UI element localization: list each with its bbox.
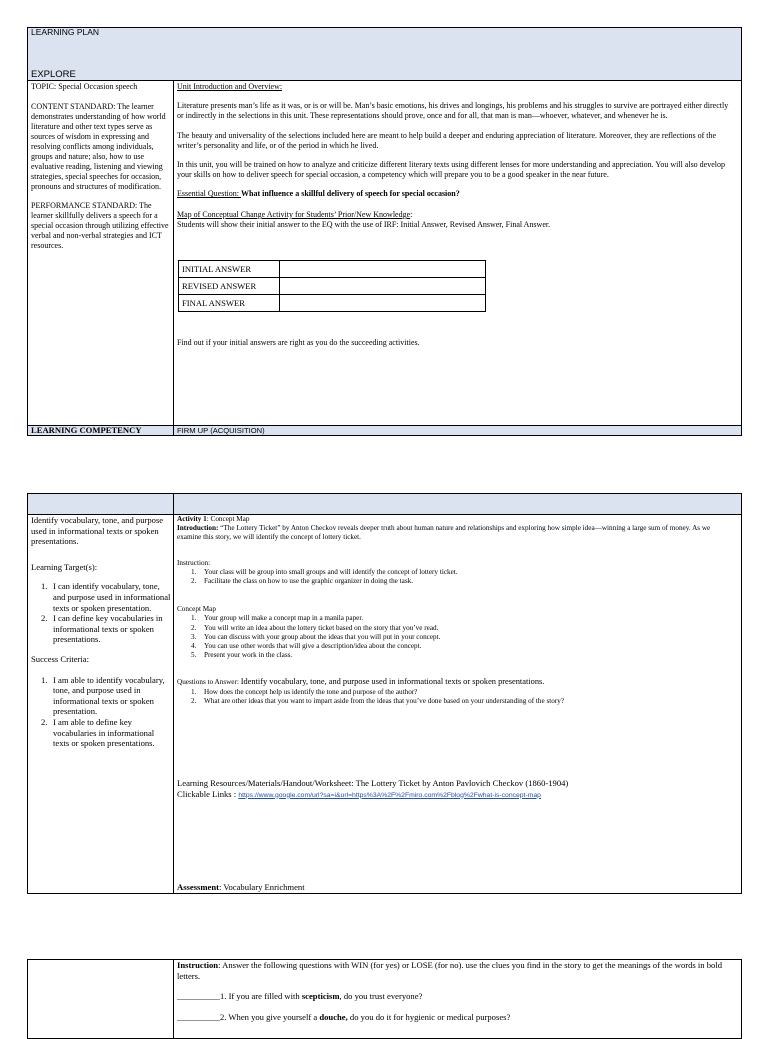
concept-step: 1. Your group will make a concept map in a manila paper. xyxy=(191,614,364,623)
concept-step: 5. Present your work in the class. xyxy=(191,651,293,660)
question-1: __________1. If you are filled with scepticism, do you trust everyone? xyxy=(177,991,423,1002)
instruction-heading: Instruction: xyxy=(177,558,211,567)
performance-standard: PERFORMANCE STANDARD: The learner skillfully delivers a speech for a special occasion through utilizing effective verbal and non-verbal strategies and ICT resources. xyxy=(31,201,169,250)
question-item: 2. What are other ideas that you want to impart aside from the ideas that you’ve done based on your understanding of the story? xyxy=(191,696,565,705)
learning-plan-title: LEARNING PLAN xyxy=(31,27,100,37)
assessment-line: Assessment: Vocabulary Enrichment xyxy=(177,882,305,892)
criteria-item: 2. I am able to define key vocabularies in informational texts or spoken presentations. xyxy=(41,716,155,749)
learning-competency-label: LEARNING COMPETENCY xyxy=(31,425,142,435)
content-standard: CONTENT STANDARD: The learner demonstrates understanding of how world literature and other text types serve as sources of wisdom in expressing and resolving conflicts among individuals, groups and nature; also, how to use evaluative reading, listening and viewing strategies, special speeches for occasion, pronouns and structures of modification. xyxy=(31,102,166,191)
overview-para-3: In this unit, you will be trained on how to analyze and criticize different literary texts using different lenses for more understanding and appreciation. You will also develop your skills on how to deliver speech for special occasion, a competency which will prepare you to be a good speaker in the near future. xyxy=(177,160,726,179)
irf-answer-revised[interactable] xyxy=(280,278,486,295)
criteria-list xyxy=(31,675,171,749)
irf-answer-initial[interactable] xyxy=(280,261,486,278)
map-description: Students will show their initial answer to the EQ with the use of IRF: Initial Answer, Revised Answer, Final Answer. xyxy=(177,220,551,229)
irf-table xyxy=(178,260,486,312)
instruction-list xyxy=(177,568,735,586)
concept-map-steps xyxy=(177,614,735,660)
instruction-item: 2. Facilitate the class on how to use the graphic organizer in doing the task. xyxy=(191,577,414,586)
irf-answer-final[interactable] xyxy=(280,295,486,312)
standards-text xyxy=(31,82,171,251)
activity-text xyxy=(177,515,735,706)
irf-label-initial: INITIAL ANSWER xyxy=(179,261,280,278)
band-divider xyxy=(173,425,174,436)
essential-question: Essential Question: What influence a skillful delivery of speech for special occasion? xyxy=(177,189,460,198)
target-item: 2. I can define key vocabularies in informational texts or spoken presentations. xyxy=(41,613,163,645)
concept-step: 2. You will write an idea about the lottery ticket based on the story that you’ve read. xyxy=(191,623,439,632)
activity-introduction: Introduction: “The Lottery Ticket” by Anton Checkov reveals deeper truth about human nature and relationships and exploring how simple idea—winning a large sum of money. As we examine this story, we will identify the concept of lottery ticket. xyxy=(177,524,711,542)
criteria-item: 1. I am able to identify vocabulary, tone, and purpose used in informational texts or spoken presentation. xyxy=(41,674,165,717)
overview-para-2: The beauty and universality of the selections included here are meant to help build a deeper and enduring appreciation of literature. Moreover, they are reflections of the writer’s personality and life, or of the period in which he lived. xyxy=(177,131,717,150)
competency-text xyxy=(31,515,171,749)
resources-block xyxy=(177,778,737,801)
concept-step: 3. You can discuss with your group about the ideas that you will put in your concept. xyxy=(191,632,441,641)
targets-heading: Learning Target(s): xyxy=(31,561,98,572)
unit-heading: Unit Introduction and Overview: xyxy=(177,82,283,91)
map-heading: Map of Conceptual Change Activity for Students’ Prior/New Knowledge: xyxy=(177,210,413,219)
questions-heading: Questions to Answer: Identify vocabulary, tone, and purpose used in informational texts or spoken presentations. xyxy=(177,677,545,687)
learning-resources: Learning Resources/Materials/Handout/Worksheet: The Lottery Ticket by Anton Pavlovich Checkov (1860-1904) xyxy=(177,778,569,788)
targets-list xyxy=(31,581,171,645)
questions-list xyxy=(177,688,735,706)
overview-para-1: Literature presents man’s life as it was, or is or will be. Man’s basic emotions, his drives and longings, his problems and his struggles to survive are portrayed either directly or indirectly in the selections in this unit. These representations should prove, once and for all, that man is man—whoever, whatever, and whenever he is. xyxy=(177,101,729,120)
firm-up-label: FIRM UP (ACQUISITION) xyxy=(177,426,265,435)
question-item: 1. How does the concept help us identify the tone and purpose of the author? xyxy=(191,687,418,696)
explore-label: EXPLORE xyxy=(31,69,76,80)
target-item: 1. I can identify vocabulary, tone, and purpose used in informational texts or spoken presentation. xyxy=(41,581,171,613)
question-2: __________2. When you give yourself a douche, do you do it for hygienic or medical purposes? xyxy=(177,1011,511,1022)
section3-text xyxy=(177,960,735,1022)
concept-step: 4. You can use other words that will give a description/idea about the concept. xyxy=(191,642,422,651)
learning-plan-header xyxy=(27,27,742,81)
section3-left-cell xyxy=(27,959,174,1039)
section2-header xyxy=(27,493,742,515)
clickable-links: Clickable Links : https://www.google.com/url?sa=i&url=https%3A%2F%2Fmiro.com%2Fblog%2Fwhat-is-concept-map xyxy=(177,788,541,799)
answer-blank-2[interactable]: __________ xyxy=(177,1011,220,1022)
competency-statement: Identify vocabulary, tone, and purpose used in informational texts or spoken presentations. xyxy=(31,515,164,547)
irf-label-revised: REVISED ANSWER xyxy=(179,278,280,295)
find-out-note: Find out if your initial answers are right as you do the succeeding activities. xyxy=(177,338,420,347)
section3-instruction: Instruction: Answer the following questions with WIN (for yes) or LOSE (for no). use the clues you find in the story to get the meanings of the words in bold letters. xyxy=(177,960,722,981)
section2-header-divider xyxy=(173,493,174,515)
irf-label-final: FINAL ANSWER xyxy=(179,295,280,312)
overview-text xyxy=(177,82,733,230)
instruction-item: 1. Your class will be group into small groups and will identify the concept of lottery ticket. xyxy=(191,567,458,576)
concept-map-link[interactable]: https://www.google.com/url?sa=i&url=https%3A%2F%2Fmiro.com%2Fblog%2Fwhat-is-concept-map xyxy=(238,791,541,799)
answer-blank-1[interactable]: __________ xyxy=(177,991,220,1002)
concept-map-heading: Concept Map xyxy=(177,605,216,614)
activity-title: Activity 1: Concept Map xyxy=(177,515,250,523)
topic: TOPIC: Special Occasion speech xyxy=(31,82,138,91)
criteria-heading: Success Criteria: xyxy=(31,653,89,664)
